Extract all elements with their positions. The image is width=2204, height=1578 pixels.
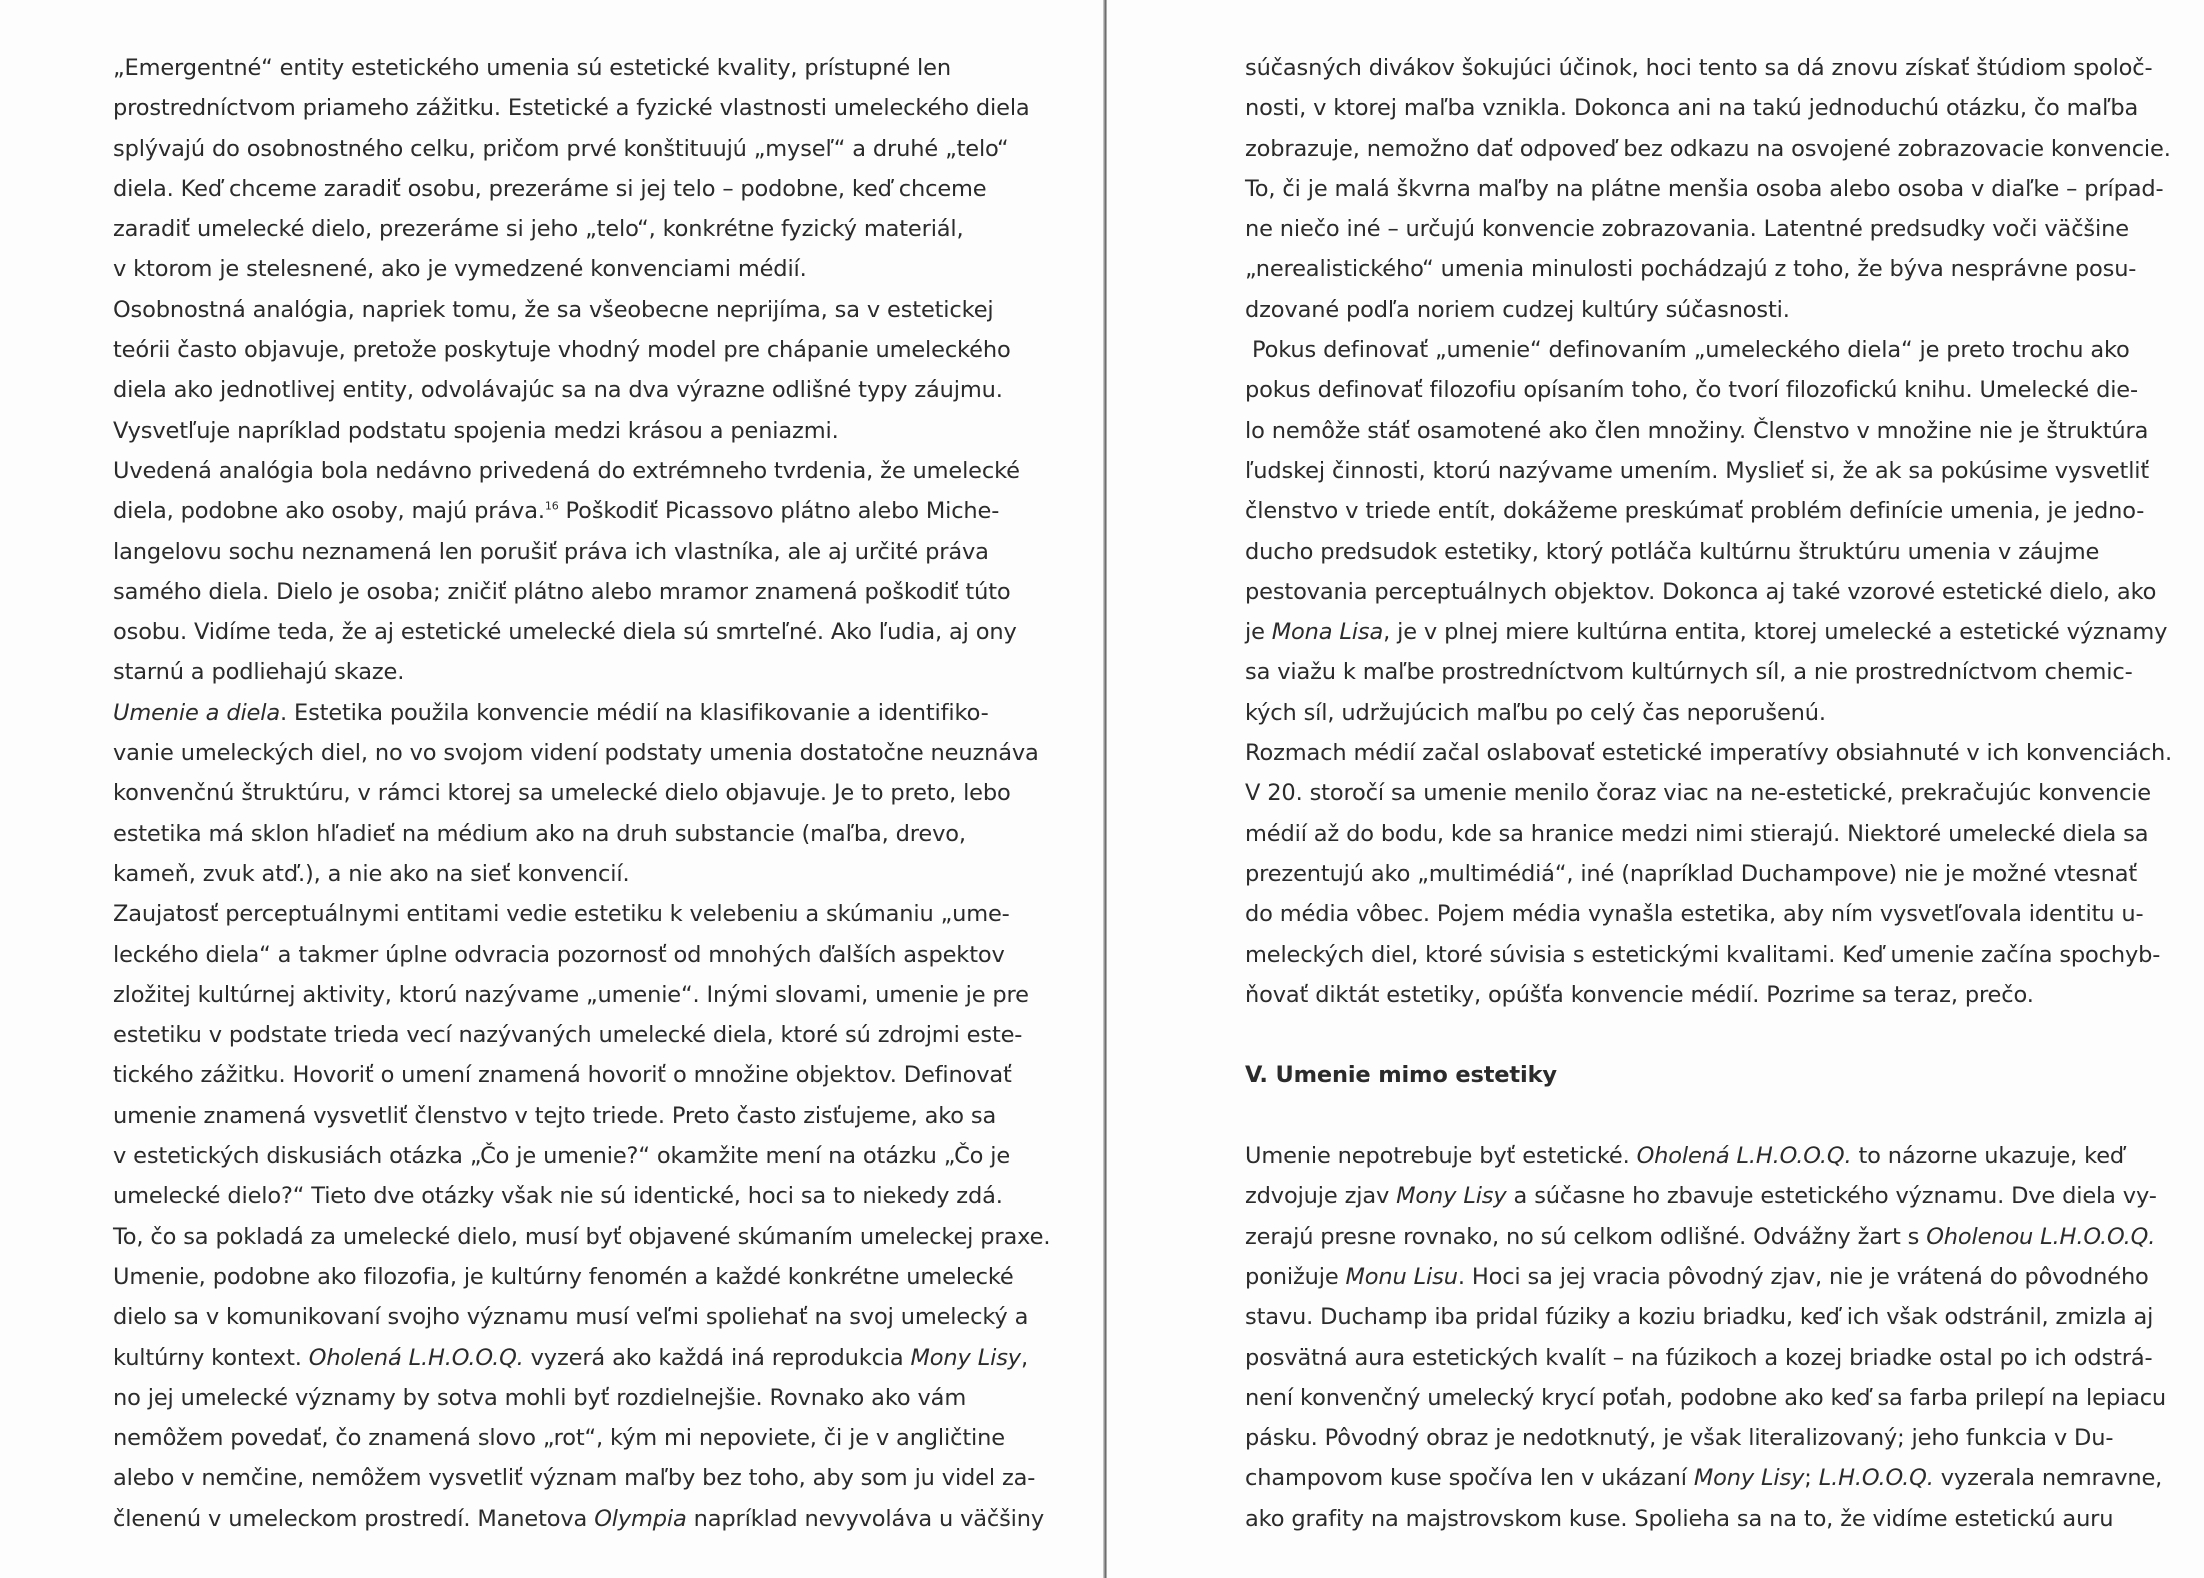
text-run: teórii často objavuje, pretože poskytuje vhodný model pre chápanie umeleckého: [113, 337, 1011, 364]
right-page-body-lower: [1245, 1136, 2167, 1539]
text-run: alebo v nemčine, nemôžem vysvetliť význam maľby bez toho, aby som ju videl za-: [113, 1465, 1036, 1492]
text-line: [113, 1136, 1011, 1176]
text-run: vyzerala nemravne,: [1933, 1465, 2163, 1492]
text-line: [113, 532, 993, 572]
text-run: ňovať diktát estetiky, opúšťa konvencie médií. Pozrime sa teraz, prečo.: [1245, 981, 2034, 1008]
text-line: [1245, 935, 2161, 975]
text-run: vyzerá ako každá iná reprodukcia: [523, 1344, 911, 1371]
text-run: kameň, zvuk atď.), a nie ako na sieť konvencií.: [113, 860, 630, 887]
text-line: [113, 411, 993, 451]
text-run: súčasných divákov šokujúci účinok, hoci tento sa dá znovu získať štúdiom spoloč-: [1245, 55, 2153, 81]
text-run: meleckých diel, ktoré súvisia s estetickými kvalitami. Keď umenie začína spochyb-: [1245, 941, 2161, 968]
text-run: nemôžem povedať, čo znamená slovo „rot“, kým mi nepoviete, či je v angličtine: [113, 1425, 1005, 1452]
text-line: [1245, 612, 2168, 652]
left-page: [113, 48, 1051, 1539]
italic-title: Monu Lisu: [1345, 1263, 1458, 1290]
text-line: [1245, 169, 2164, 209]
text-run: konvenčnú štruktúru, v rámci ktorej sa umelecké dielo objavuje. Je to preto, lebo: [113, 780, 1011, 807]
text-line: [113, 572, 1011, 612]
italic-title: Mona Lisa: [1271, 619, 1384, 646]
right-page: [1245, 48, 2173, 1539]
text-run: „nerealistického“ umenia minulosti pochádzajú z toho, že býva nesprávne posu-: [1245, 256, 2137, 283]
text-run: v ktorom je stelesnené, ako je vymedzené konvenciami médií.: [113, 256, 807, 283]
text-run: stavu. Duchamp iba pridal fúziky a koziu briadku, keď ich však odstránil, zmizla aj: [1245, 1304, 2154, 1331]
text-run: Osobnostná analógia, napriek tomu, že sa všeobecne neprijíma, sa v estetickej: [113, 296, 994, 323]
text-line: [1245, 451, 2150, 491]
text-line: [1245, 1378, 2167, 1418]
text-line: [1245, 209, 2129, 249]
text-run: . Estetika použila konvencie médií na klasifikovanie a identifiko-: [280, 699, 989, 726]
text-line: [1245, 330, 2130, 370]
text-line: [113, 330, 1011, 370]
text-run: diela ako jednotlivej entity, odvolávajúc sa na dva výrazne odlišné typy záujmu.: [113, 377, 1003, 404]
text-run: Uvedená analógia bola nedávno privedená do extrémneho tvrdenia, že umelecké: [113, 457, 1020, 484]
text-run: prezentujú ako „multimédiá“, iné (napríklad Duchampove) nie je možné vtesnať: [1245, 860, 2138, 887]
book-gutter: [1103, 0, 1107, 1578]
text-run: Pokus definovať „umenie“ definovaním „umeleckého diela“ je preto trochu ako: [1245, 337, 2130, 364]
text-run: prostredníctvom priameho zážitku. Estetické a fyzické vlastnosti umeleckého diela: [113, 95, 1030, 122]
text-run: vanie umeleckých diel, no vo svojom videní podstaty umenia dostatočne neuznáva: [113, 740, 1039, 767]
text-run: lo nemôže stáť osamotené ako člen množiny. Členstvo v množine nie je štruktúra: [1245, 417, 2149, 444]
text-line: [113, 814, 993, 854]
text-run: nosti, v ktorej maľba vznikla. Dokonca ani na takú jednoduchú otázku, čo maľba: [1245, 95, 2139, 122]
text-run: champovom kuse spočíva len v ukázaní: [1245, 1465, 1694, 1492]
text-run: diela. Keď chceme zaradiť osobu, prezeráme si jej telo – podobne, keď chceme: [113, 175, 987, 202]
text-line: [113, 169, 993, 209]
text-run: médií až do bodu, kde sa hranice medzi nimi stierajú. Niektoré umelecké diela sa: [1245, 820, 2149, 847]
text-line: [1245, 975, 2125, 1015]
text-run: kých síl, udržujúcich maľbu po celý čas neporušenú.: [1245, 699, 1826, 726]
text-line: [113, 451, 1020, 491]
text-line: [113, 693, 993, 733]
text-line: [113, 1297, 1029, 1337]
text-line: [113, 733, 1039, 773]
text-line: [113, 290, 993, 330]
text-line: [1245, 1338, 2153, 1378]
text-run: estetiku v podstate trieda vecí nazývaných umelecké diela, ktoré sú zdrojmi este-: [113, 1022, 1023, 1049]
text-line: [113, 1378, 993, 1418]
text-run: do média vôbec. Pojem média vynašla estetika, aby ním vysvetľovala identitu u-: [1245, 901, 2144, 928]
text-line: [1245, 370, 2138, 410]
italic-title: Oholená L.H.O.O.Q.: [308, 1344, 524, 1371]
text-line: [113, 48, 993, 88]
text-line: [113, 894, 1010, 934]
text-run: tického zážitku. Hovoriť o umení znamená hovoriť o množine objektov. Definovať: [113, 1062, 1012, 1089]
text-line: [113, 1458, 1036, 1498]
text-run: dzované podľa noriem cudzej kultúry súčasnosti.: [1245, 296, 1790, 323]
text-line: [113, 773, 1011, 813]
text-line: [1245, 249, 2137, 289]
text-line: [113, 1418, 1005, 1458]
text-run: napríklad nevyvoláva u väčšiny: [686, 1505, 1045, 1532]
text-line: [1245, 1458, 2163, 1498]
text-run: pásku. Pôvodný obraz je nedotknutý, je však literalizovaný; jeho funkcia v Du-: [1245, 1425, 2114, 1452]
text-line: [113, 370, 1003, 410]
text-line: [113, 491, 1000, 531]
text-run: Umenie nepotrebuje byť estetické.: [1245, 1143, 1637, 1170]
italic-title: Oholená L.H.O.O.Q.: [1636, 1143, 1852, 1170]
text-run: posvätná aura estetických kvalít – na fúzikoch a kozej briadke ostal po ich odstrá-: [1245, 1344, 2153, 1371]
text-line: [1245, 733, 2173, 773]
text-run: je: [1245, 619, 1272, 646]
text-run: estetika má sklon hľadieť na médium ako na druh substancie (maľba, drevo,: [113, 820, 966, 847]
text-run: Zaujatosť perceptuálnymi entitami vedie estetiku k velebeniu a skúmaniu „ume-: [113, 901, 1010, 928]
text-run: „Emergentné“ entity estetického umenia sú estetické kvality, prístupné len: [113, 55, 951, 81]
text-line: [113, 1055, 1012, 1095]
italic-title: Mony Lisy: [1396, 1183, 1507, 1210]
text-run: umelecké dielo?“ Tieto dve otázky však nie sú identické, hoci sa to niekedy zdá.: [113, 1183, 1003, 1210]
text-run: Poškodiť Picassovo plátno alebo Miche-: [558, 498, 1000, 525]
text-run: zobrazuje, nemožno dať odpoveď bez odkazu na osvojené zobrazovacie konvencie.: [1245, 135, 2171, 162]
text-line: [113, 1499, 1045, 1539]
text-line: [1245, 814, 2149, 854]
section-heading: V. Umenie mimo estetiky: [1245, 1062, 1557, 1089]
text-run: umenie znamená vysvetliť členstvo v tejto triede. Preto často zisťujeme, ako sa: [113, 1102, 997, 1129]
text-run: není konvenčný umelecký krycí poťah, podobne ako keď sa farba prilepí na lepiacu: [1245, 1384, 2167, 1411]
text-line: [113, 88, 1030, 128]
text-line: [113, 935, 1005, 975]
text-run: zložitej kultúrnej aktivity, ktorú nazývame „umenie“. Inými slovami, umenie je pre: [113, 981, 1029, 1008]
text-line: [113, 1096, 997, 1136]
text-run: leckého diela“ a takmer úplne odvracia pozornosť od mnohých ďalších aspektov: [113, 941, 1005, 968]
text-line: [113, 1338, 1028, 1378]
text-run: no jej umelecké významy by sotva mohli byť rozdielnejšie. Rovnako ako vám: [113, 1384, 967, 1411]
text-run: diela, podobne ako osoby, majú práva.: [113, 498, 545, 525]
text-run: ducho predsudok estetiky, ktorý potláča kultúrnu štruktúru umenia v záujme: [1245, 538, 2100, 565]
text-run: pestovania perceptuálnych objektov. Dokonca aj také vzorové estetické dielo, ako: [1245, 578, 2157, 605]
footnote-reference: 16: [544, 499, 559, 513]
text-line: [1245, 491, 2145, 531]
text-run: ako grafity na majstrovskom kuse. Spolieha sa na to, že vidíme estetickú auru: [1245, 1505, 2114, 1532]
text-line: [1245, 1499, 2125, 1539]
text-line: [1245, 88, 2139, 128]
text-line: [113, 975, 1029, 1015]
text-line: [113, 1176, 1003, 1216]
text-line: [1245, 1257, 2149, 1297]
text-run: ľudskej činnosti, ktorú nazývame umením. Myslieť si, že ak sa pokúsime vysvetliť: [1245, 457, 2150, 484]
text-run: Umenie, podobne ako filozofia, je kultúrny fenomén a každé konkrétne umelecké: [113, 1263, 1014, 1290]
italic-title: Umenie a diela: [113, 699, 280, 726]
text-run: To, či je malá škvrna maľby na plátne menšia osoba alebo osoba v diaľke – prípad-: [1245, 175, 2164, 202]
text-line: [1245, 532, 2125, 572]
italic-title: Oholenou L.H.O.O.Q.: [1926, 1223, 2156, 1250]
text-run: samého diela. Dielo je osoba; zničiť plátno alebo mramor znamená poškodiť túto: [113, 578, 1011, 605]
text-line: [113, 652, 993, 692]
text-line: [1245, 1418, 2125, 1458]
text-run: ,: [1020, 1344, 1028, 1371]
italic-title: L.H.O.O.Q.: [1818, 1465, 1934, 1492]
text-run: Vysvetľuje napríklad podstatu spojenia medzi krásou a peniazmi.: [113, 417, 839, 444]
text-line: [1245, 572, 2157, 612]
text-line: [1245, 129, 2171, 169]
text-line: [1245, 1217, 2156, 1257]
text-run: sa viažu k maľbe prostredníctvom kultúrnych síl, a nie prostredníctvom chemic-: [1245, 659, 2133, 686]
text-line: [1245, 854, 2138, 894]
text-run: to názorne ukazuje, keď: [1851, 1143, 2125, 1170]
text-run: členstvo v triede entít, dokážeme preskúmať problém definície umenia, je jedno-: [1245, 498, 2145, 525]
text-run: starnú a podliehajú skaze.: [113, 659, 405, 686]
text-run: langelovu sochu neznamená len porušiť práva ich vlastníka, ale aj určité práva: [113, 538, 989, 565]
text-line: [1245, 773, 2151, 813]
text-run: v estetických diskusiách otázka „Čo je umenie?“ okamžite mení na otázku „Čo je: [113, 1143, 1011, 1170]
text-run: ne niečo iné – určujú konvencie zobrazovania. Latentné predsudky voči väčšine: [1245, 216, 2129, 243]
text-run: zdvojuje zjav: [1245, 1183, 1397, 1210]
text-line: [113, 1015, 1023, 1055]
text-run: , je v plnej miere kultúrna entita, ktorej umelecké a estetické významy: [1383, 619, 2168, 646]
text-run: ;: [1804, 1465, 1819, 1492]
italic-title: Mony Lisy: [910, 1344, 1021, 1371]
text-line: [113, 1257, 1014, 1297]
italic-title: Olympia: [594, 1505, 687, 1532]
text-run: dielo sa v komunikovaní svojho významu musí veľmi spoliehať na svoj umelecký a: [113, 1304, 1029, 1331]
text-run: To, čo sa pokladá za umelecké dielo, musí byť objavené skúmaním umeleckej praxe.: [113, 1223, 1051, 1250]
text-line: [113, 209, 993, 249]
italic-title: Mony Lisy: [1693, 1465, 1805, 1492]
text-line: [113, 249, 993, 289]
text-run: kultúrny kontext.: [113, 1344, 309, 1371]
text-run: a súčasne ho zbavuje estetického významu. Dve diela vy-: [1506, 1183, 2157, 1210]
text-line: [1245, 290, 2125, 330]
text-line: [1245, 894, 2144, 934]
text-line: [113, 129, 1009, 169]
text-line: [1245, 1297, 2154, 1337]
text-run: V 20. storočí sa umenie menilo čoraz viac na ne-estetické, prekračujúc konvencie: [1245, 780, 2151, 807]
text-run: Rozmach médií začal oslabovať estetické imperatívy obsiahnuté v ich konvenciách.: [1245, 740, 2173, 767]
text-line: [1245, 1176, 2157, 1216]
text-run: pokus definovať filozofiu opísaním toho, čo tvorí filozofickú knihu. Umelecké die-: [1245, 377, 2138, 404]
text-line: [1245, 48, 2153, 88]
text-line: [1245, 1136, 2125, 1176]
text-run: zerajú presne rovnako, no sú celkom odlišné. Odvážny žart s: [1245, 1223, 1927, 1250]
text-run: členenú v umeleckom prostredí. Manetova: [113, 1505, 595, 1532]
section-spacer-top: [1245, 1015, 2125, 1055]
text-run: . Hoci sa jej vracia pôvodný zjav, nie je vrátená do pôvodného: [1457, 1263, 2149, 1290]
text-line: [113, 1217, 1051, 1257]
text-run: zaradiť umelecké dielo, prezeráme si jeho „telo“, konkrétne fyzický materiál,: [113, 216, 964, 243]
right-page-body-upper: [1245, 48, 2173, 1015]
text-line: [1245, 693, 2125, 733]
text-line: [1245, 411, 2149, 451]
section-spacer-bottom: [1245, 1096, 2125, 1136]
text-run: osobu. Vidíme teda, že aj estetické umelecké diela sú smrteľné. Ako ľudia, aj ony: [113, 619, 1017, 646]
text-line: [1245, 652, 2133, 692]
text-run: ponižuje: [1245, 1263, 1346, 1290]
text-run: splývajú do osobnostného celku, pričom prvé konštituujú „myseľ“ a druhé „telo“: [113, 135, 1009, 162]
text-line: [113, 854, 993, 894]
text-line: [113, 612, 1017, 652]
